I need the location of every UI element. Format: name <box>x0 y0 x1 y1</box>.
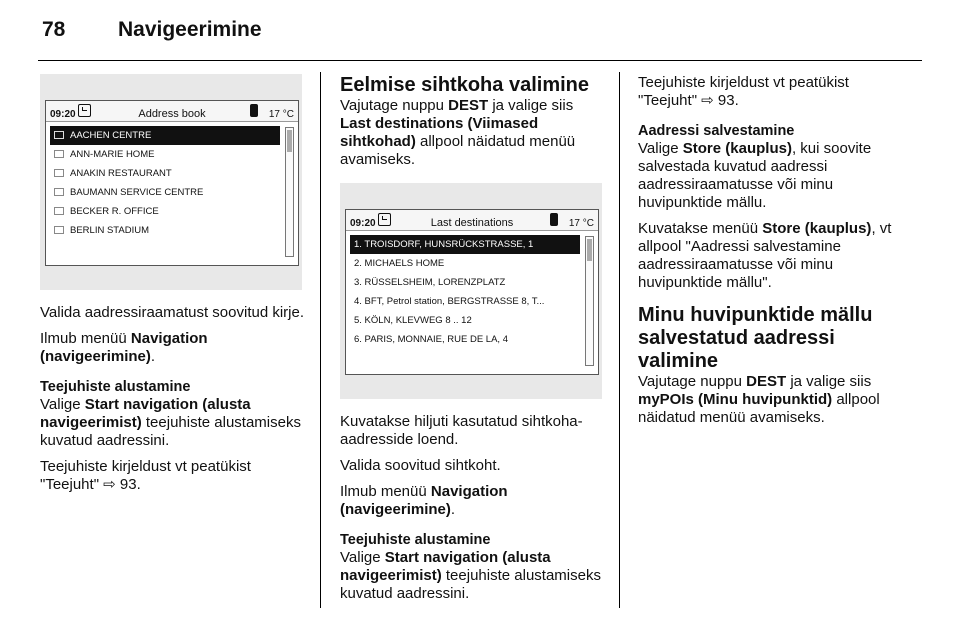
list-item: ANN-MARIE HOME <box>50 145 280 164</box>
paragraph: Valige Start navigation (alusta navigeerimist) teejuhiste alustamiseks kuvatud aadressini. <box>40 396 301 449</box>
chapter-title: Navigeerimine <box>118 18 262 41</box>
list-item: BECKER R. OFFICE <box>50 202 280 221</box>
section-heading: Teejuhiste alustamine <box>40 379 191 395</box>
paragraph: Kuvatakse hiljuti kasutatud sihtkoha-aadresside loend. <box>340 413 583 448</box>
paragraph: Valige Store (kauplus), kui soovite salvestada kuvatud aadressi aadressiraamatusse või minu huvipunktide mällu. <box>638 140 872 211</box>
column-3 <box>638 74 908 435</box>
list-item: 2. MICHAELS HOME <box>354 258 445 269</box>
list-item: BAUMANN SERVICE CENTRE <box>50 183 280 202</box>
list-item: 1. TROISDORF, HUNSRÜCKSTRASSE, 1 <box>350 235 580 254</box>
display-screen <box>345 209 599 375</box>
column-1 <box>40 74 308 502</box>
thermometer-icon <box>550 213 558 226</box>
paragraph: Valida soovitud sihtkoht. <box>340 457 501 474</box>
address-entry-icon <box>54 226 64 234</box>
page-number: 78 <box>42 18 66 41</box>
address-entry-icon <box>54 207 64 215</box>
screen-scrollbar <box>285 127 294 257</box>
list-item: 5. KÖLN, KLEVWEG 8 .. 12 <box>354 315 472 326</box>
section-heading: Aadressi salvestamine <box>638 123 795 139</box>
destination-list <box>350 235 580 349</box>
screen-time: 09:20 <box>50 109 76 120</box>
paragraph: Vajutage nuppu DEST ja valige siis Last destinations (Viimased sihtkohad) allpool näidatud menüü avamiseks. <box>340 97 576 168</box>
list-item: ANAKIN RESTAURANT <box>50 164 280 183</box>
address-entry-icon <box>54 150 64 158</box>
paragraph: Teejuhiste kirjeldust vt peatükist "Teejuht" ⇨ 93. <box>638 74 849 109</box>
display-screen <box>45 100 299 266</box>
address-entry-icon <box>54 131 64 139</box>
paragraph: Ilmub menüü Navigation (navigeerimine). <box>340 483 508 518</box>
address-list <box>50 126 280 240</box>
list-item: AACHEN CENTRE <box>50 126 280 145</box>
list-item: 6. PARIS, MONNAIE, RUE DE LA, 4 <box>354 334 508 345</box>
paragraph: Teejuhiste kirjeldust vt peatükist "Teejuht" ⇨ 93. <box>40 458 251 493</box>
address-book-screenshot <box>40 74 302 290</box>
paragraph: Valida aadressiraamatust soovitud kirje. <box>40 304 305 321</box>
list-item: 4. BFT, Petrol station, BERGSTRASSE 8, T... <box>354 296 545 307</box>
scroll-thumb <box>287 130 292 152</box>
last-destinations-screenshot <box>340 183 602 399</box>
paragraph: Ilmub menüü Navigation (navigeerimine). <box>40 330 208 365</box>
paragraph: Vajutage nuppu DEST ja valige siis myPOIs (Minu huvipunktid) allpool näidatud menüü avamiseks. <box>638 373 880 426</box>
list-item: BERLIN STADIUM <box>50 221 280 240</box>
screen-title: Last destinations <box>430 217 514 229</box>
list-item: 3. RÜSSELSHEIM, LORENZPLATZ <box>354 277 506 288</box>
screen-time: 09:20 <box>350 218 376 229</box>
scroll-thumb <box>587 239 592 261</box>
address-entry-icon <box>54 169 64 177</box>
screen-temperature: 17 °C <box>268 109 294 120</box>
section-heading: Teejuhiste alustamine <box>340 532 491 548</box>
thermometer-icon <box>250 104 258 117</box>
screen-header <box>46 101 298 122</box>
paragraph: Kuvatakse menüü Store (kauplus), vt allpool "Aadressi salvestamine aadressiraamatusse või minu huvipunktide mällu". <box>638 220 892 291</box>
screen-title: Address book <box>138 108 206 120</box>
screen-temperature: 17 °C <box>568 218 594 229</box>
column-divider <box>320 72 321 608</box>
screen-scrollbar <box>585 236 594 366</box>
address-entry-icon <box>54 188 64 196</box>
paragraph: Valige Start navigation (alusta navigeerimist) teejuhiste alustamiseks kuvatud aadressini. <box>340 549 601 602</box>
column-divider <box>619 72 620 608</box>
header-rule <box>38 60 922 61</box>
section-heading: Eelmise sihtkoha valimine <box>340 74 589 96</box>
column-2 <box>340 74 608 611</box>
screen-header <box>346 210 598 231</box>
section-heading: Minu huvipunktide mällu salvestatud aadressi valimine <box>638 304 873 372</box>
